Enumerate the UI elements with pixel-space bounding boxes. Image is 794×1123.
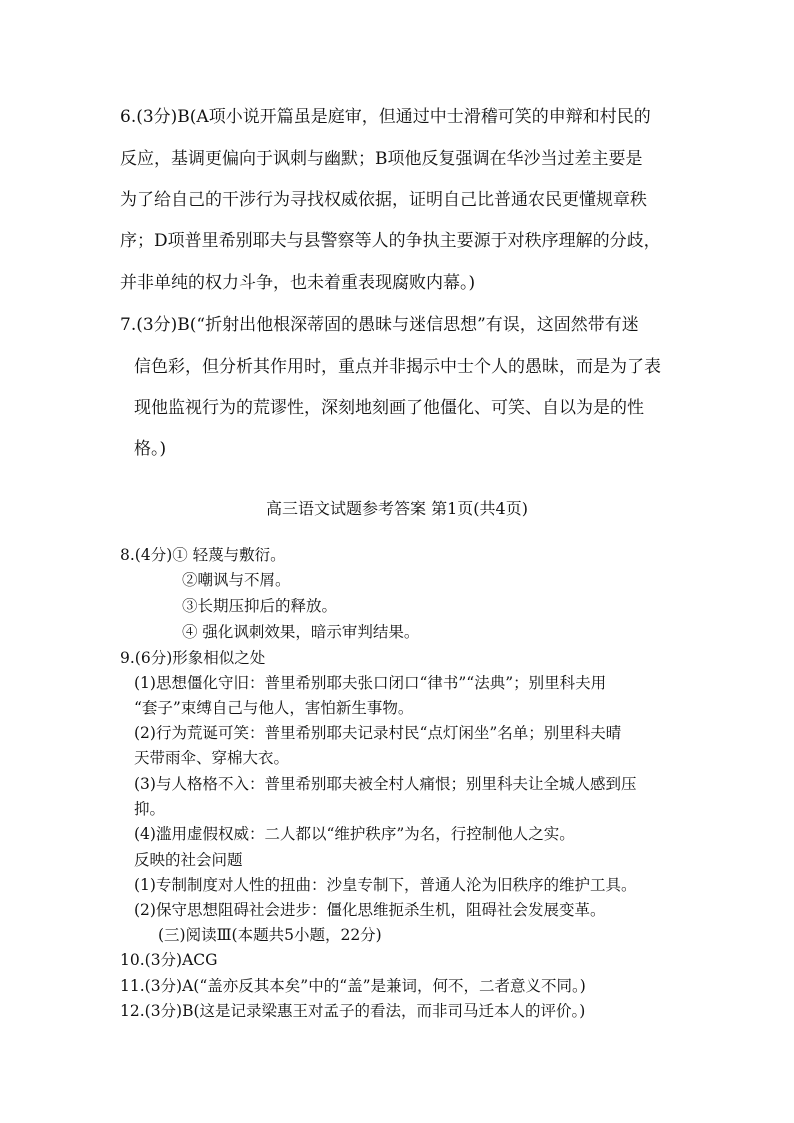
- q6-line-2: 反应，基调更偏向于讽刺与幽默；B项他反复强调在华沙当过差主要是: [120, 149, 643, 169]
- q9-line-3: (2)行为荒诞可笑：普里希别耶夫记录村民“点灯闲坐”名单；别里科夫晴: [134, 724, 622, 742]
- q9-line-8: 反映的社会问题: [134, 851, 243, 869]
- q9-line-2: “套子”束缚自己与他人，害怕新生事物。: [134, 699, 414, 717]
- q8-item-2: ②嘲讽与不屑。: [182, 571, 291, 589]
- q9-line-1: (1)思想僵化守旧：普里希别耶夫张口闭口“律书”“法典”；别里科夫用: [134, 674, 607, 692]
- q9-line-9: (1)专制制度对人性的扭曲：沙皇专制下，普通人沦为旧秩序的维护工具。: [134, 876, 637, 894]
- q6-line-5: 并非单纯的权力斗争，也未着重表现腐败内幕。): [120, 273, 476, 293]
- q6-line-3: 为了给自己的干涉行为寻找权威依据，证明自己比普通农民更懂规章秩: [120, 190, 647, 210]
- q7-line-3: 现他监视行为的荒谬性，深刻地刻画了他僵化、可笑、自以为是的性: [134, 398, 644, 418]
- q9-line-4: 天带雨伞、穿棉大衣。: [134, 749, 290, 767]
- q11-answer: 11.(3分)A(“盖亦反其本矣”中的“盖”是兼词，何不，二者意义不同。): [120, 977, 586, 995]
- q10-answer: 10.(3分)ACG: [120, 951, 218, 969]
- q6-line-1: 6.(3分)B(A项小说开篇虽是庭审，但通过中士滑稽可笑的申辩和村民的: [120, 107, 651, 127]
- q7-line-4: 格。): [134, 439, 167, 459]
- page-footer: 高三语文试题参考答案 第1页(共4页): [266, 499, 528, 518]
- q9-line-6: 抑。: [134, 800, 166, 818]
- q9-line-10: (2)保守思想阻碍社会进步：僵化思维扼杀生机，阻碍社会发展变革。: [134, 901, 606, 919]
- q9-line-7: (4)滥用虚假权威：二人都以“维护秩序”为名，行控制他人之实。: [134, 825, 575, 843]
- q7-line-2: 信色彩，但分析其作用时，重点并非揭示中士个人的愚昧，而是为了表: [134, 357, 661, 377]
- q8-heading: 8.(4分)① 轻蔑与敷衍。: [120, 546, 286, 564]
- q8-item-4: ④ 强化讽刺效果，暗示审判结果。: [182, 623, 420, 641]
- q9-heading: 9.(6分)形象相似之处: [120, 649, 266, 667]
- q6-line-4: 序；D项普里希别耶夫与县警察等人的争执主要源于对秩序理解的分歧，: [120, 231, 661, 251]
- q9-line-5: (3)与人格格不入：普里希别耶夫被全村人痛恨；别里科夫让全城人感到压: [134, 775, 637, 793]
- section-3-heading: (三)阅读Ⅲ(本题共5小题，22分): [158, 926, 382, 944]
- q12-answer: 12.(3分)B(这是记录梁惠王对孟子的看法，而非司马迁本人的评价。): [120, 1002, 586, 1020]
- q8-item-3: ③长期压抑后的释放。: [182, 597, 338, 615]
- q7-line-1: 7.(3分)B(“折射出他根深蒂固的愚昧与迷信思想”有误，这固然带有迷: [120, 315, 639, 335]
